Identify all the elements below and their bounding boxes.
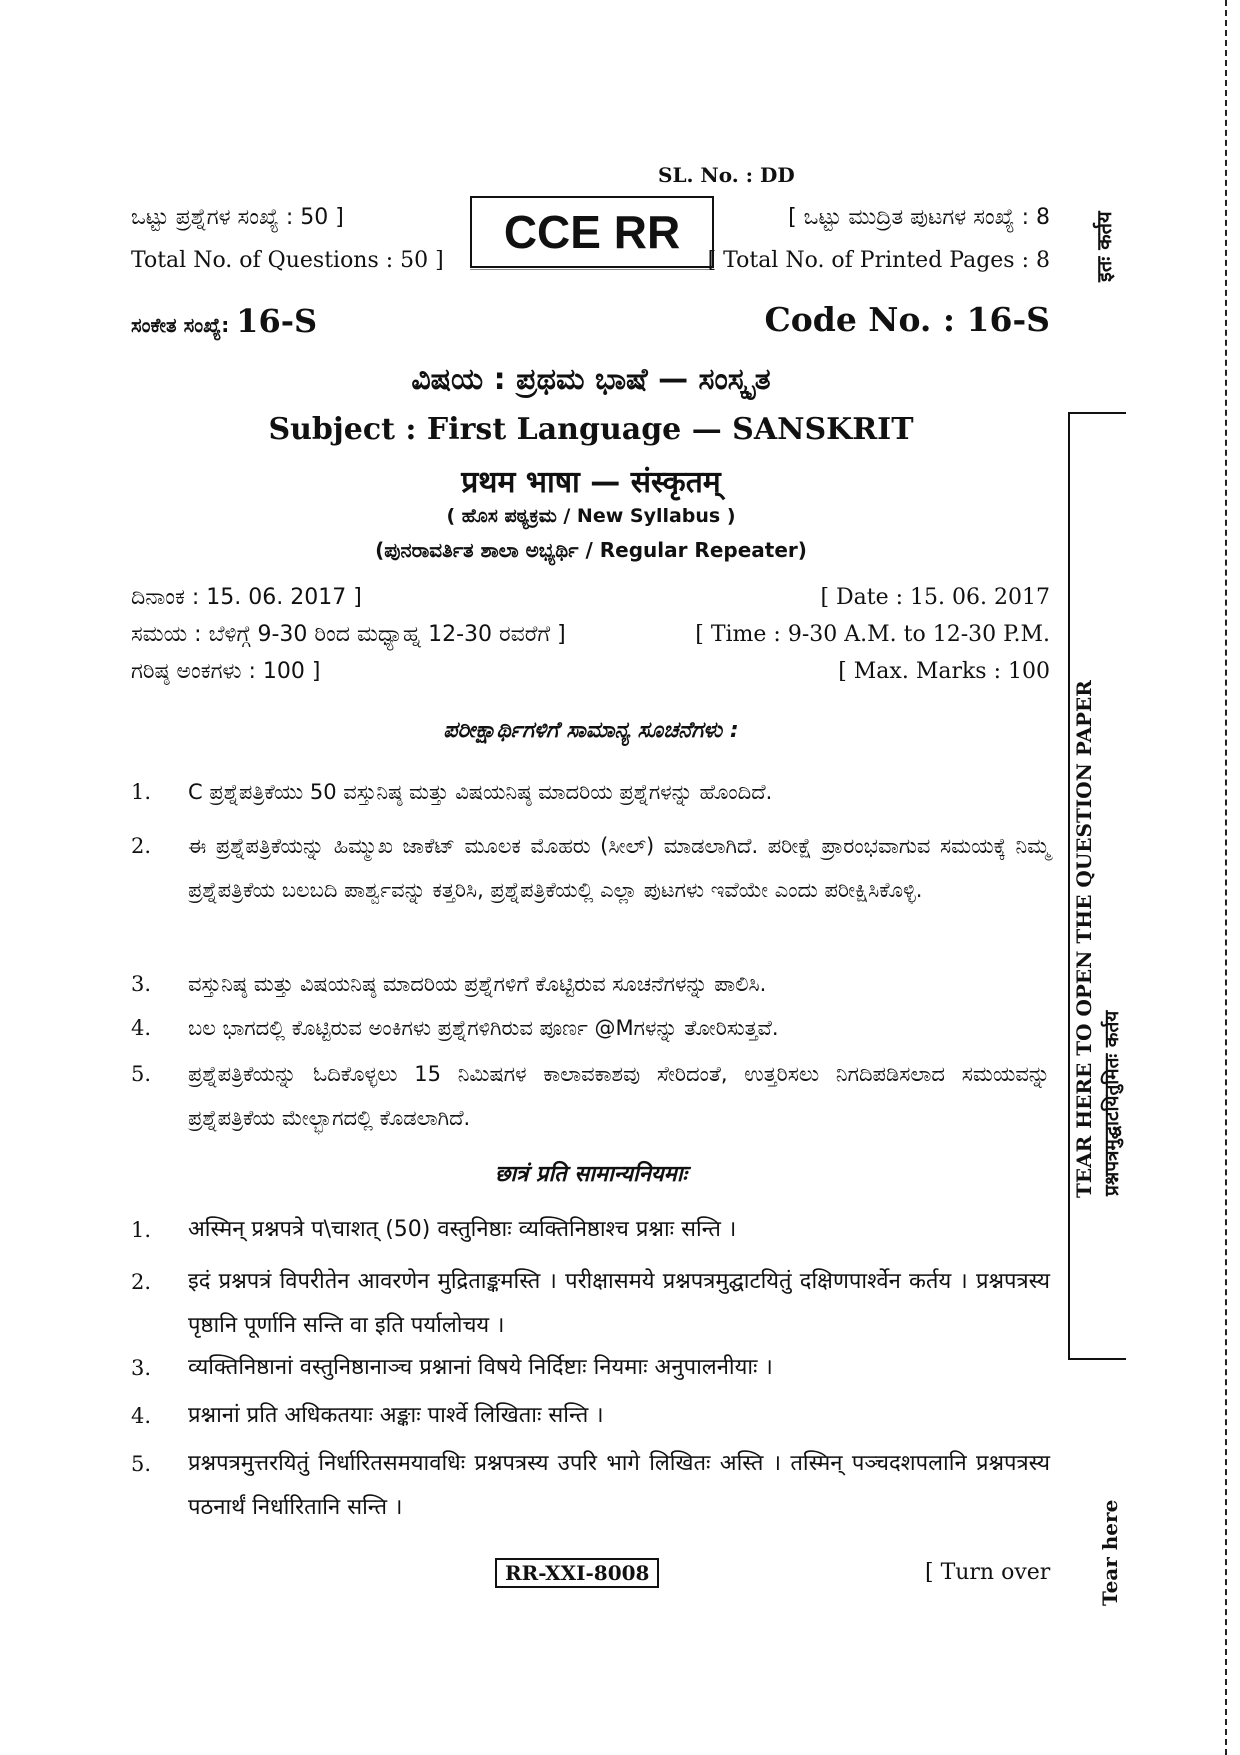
tear-instruction-sa: प्रश्नपत्रमुद्घाटयितुमितः कर्तय: [1101, 1010, 1123, 1196]
sa-item-1-number: 1.: [131, 1218, 152, 1242]
sa-item-1-text: अस्मिन् प्रश्नपत्रे प\चाशत् (50) वस्तुनिष्ठाः व्यक्तिनिष्ठाश्च प्रश्नाः सन्ति ।: [188, 1217, 737, 1242]
tear-here-label: Tear here: [1098, 1499, 1122, 1606]
candidate-type: (ಪುನರಾವರ್ತಿತ ಶಾಲಾ ಅಭ್ಯರ್ಥಿ / Regular Repeater): [375, 538, 807, 562]
kn-item-5-text: ಪ್ರಶ್ನೆಪತ್ರಿಕೆಯನ್ನು ಓದಿಕೊಳ್ಳಲು 15 ನಿಮಿಷಗಳ ಕಾಲಾವಕಾಶವು ಸೇರಿದಂತೆ, ಉತ್ತರಿಸಲು ನಿಗದಿಪಡಿಸಲಾದ ಸಮಯವನ್ನು ಪ್ರಶ್ನೆಪತ್ರಿಕೆಯ ಮೇಲ್ಭಾಗದಲ್ಲಿ ಕೊಡಲಾಗಿದೆ.: [188, 1062, 1050, 1130]
kn-item-1-text: C ಪ್ರಶ್ನೆಪತ್ರಿಕೆಯು 50 ವಸ್ತುನಿಷ್ಠ ಮತ್ತು ವಿಷಯನಿಷ್ಠ ಮಾದರಿಯ ಪ್ರಶ್ನೆಗಳನ್ನು ಹೊಂದಿದೆ.: [188, 780, 773, 804]
kn-item-1-number: 1.: [131, 780, 152, 804]
date-kn: ದಿನಾಂಕ : 15. 06. 2017 ]: [131, 585, 362, 610]
sa-item-2-text: इदं प्रश्नपत्रं विपरीतेन आवरणेन मुद्रिताङ्कमस्ति । परीक्षासमये प्रश्नपत्रमुद्घाटयितुं दक्षिणपार्श्वेन कर्तय । प्रश्नपत्रस्य पृष्ठानि पूर्णानि सन्ति वा इति पर्यालोचय ।: [188, 1269, 1050, 1338]
kn-item-4-number: 4.: [131, 1016, 152, 1040]
kn-item-3-text: ವಸ್ತುನಿಷ್ಠ ಮತ್ತು ವಿಷಯನಿಷ್ಠ ಮಾದರಿಯ ಪ್ರಶ್ನೆಗಳಿಗೆ ಕೊಟ್ಟಿರುವ ಸೂಚನೆಗಳನ್ನು ಪಾಲಿಸಿ.: [188, 972, 767, 996]
time-en: [ Time : 9-30 A.M. to 12-30 P.M.: [695, 622, 1050, 647]
sa-item-3-text: व्यक्तिनिष्ठानां वस्तुनिष्ठानाञ्च प्रश्नानां विषये निर्दिष्टाः नियमाः अनुपालनीयाः ।: [188, 1355, 773, 1380]
syllabus-label: ( ಹೊಸ ಪಠ್ಯಕ್ರಮ / New Syllabus ): [446, 505, 736, 527]
reference-code: RR-XXI-8008: [495, 1558, 659, 1588]
printed-pages-kn: [ ಒಟ್ಟು ಮುದ್ರಿತ ಪುಟಗಳ ಸಂಖ್ಯೆ : 8: [788, 205, 1050, 230]
kn-item-3-number: 3.: [131, 972, 152, 996]
printed-pages-en: [ Total No. of Printed Pages : 8: [707, 248, 1050, 273]
tear-dashed-line: [1225, 0, 1227, 1755]
sa-item-2-number: 2.: [131, 1270, 152, 1294]
marks-kn: ಗರಿಷ್ಠ ಅಂಕಗಳು : 100 ]: [131, 659, 321, 684]
serial-number: SL. No. : DD: [658, 163, 795, 187]
code-number-en: Code No. : 16-S: [764, 300, 1050, 339]
total-questions-en: Total No. of Questions : 50 ]: [131, 248, 444, 273]
sa-item-3-number: 3.: [131, 1356, 152, 1380]
code-kn-label: ಸಂಕೇತ ಸಂಖ್ಯೆ:: [131, 313, 237, 337]
sa-item-4-text: प्रश्नानां प्रति अधिकतयाः अङ्काः पार्श्वे लिखिताः सन्ति ।: [188, 1403, 604, 1428]
time-kn: ಸಮಯ : ಬೆಳಿಗ್ಗೆ 9-30 ರಿಂದ ಮಧ್ಯಾಹ್ನ 12-30 ರವರೆಗೆ ]: [131, 622, 566, 647]
kn-item-4-text: ಬಲ ಭಾಗದಲ್ಲಿ ಕೊಟ್ಟಿರುವ ಅಂಕಿಗಳು ಪ್ರಶ್ನೆಗಳಿಗಿರುವ ಪೂರ್ಣ @Mಗಳನ್ನು ತೋರಿಸುತ್ತವೆ.: [188, 1016, 779, 1040]
instructions-kannada-heading: ಪರೀಕ್ಷಾರ್ಥಿಗಳಿಗೆ ಸಾಮಾನ್ಯ ಸೂಚನೆಗಳು :: [443, 718, 739, 743]
code-number-kn: [131, 302, 317, 340]
marks-en: [ Max. Marks : 100: [838, 659, 1050, 684]
tear-instruction-en: TEAR HERE TO OPEN THE QUESTION PAPER: [1072, 680, 1096, 1198]
sa-item-5-number: 5.: [131, 1452, 152, 1476]
margin-top-sanskrit: इतः कर्तय: [1092, 211, 1116, 282]
total-questions-kn: ಒಟ್ಟು ಪ್ರಶ್ನೆಗಳ ಸಂಖ್ಯೆ : 50 ]: [131, 205, 344, 230]
subject-sanskrit: प्रथम भाषा — संस्कृतम्: [461, 465, 721, 500]
subject-kannada: ವಿಷಯ : ಪ್ರಥಮ ಭಾಷೆ — ಸಂಸ್ಕೃತ: [411, 362, 771, 397]
code-kn-value: 16-S: [236, 302, 318, 340]
turn-over-label: [ Turn over: [925, 1560, 1051, 1585]
sa-item-5-text: प्रश्नपत्रमुत्तरयितुं निर्धारितसमयावधिः प्रश्नपत्रस्य उपरि भागे लिखितः अस्ति । तस्मिन् पञ्चदशपलानि प्रश्नपत्रस्य पठनार्थं निर्धारितानि सन्ति ।: [188, 1451, 1050, 1520]
instructions-sanskrit-heading: छात्रं प्रति सामान्यनियमाः: [495, 1162, 687, 1187]
badge-underline: [470, 269, 714, 270]
kn-item-2-text: ಈ ಪ್ರಶ್ನೆಪತ್ರಿಕೆಯನ್ನು ಹಿಮ್ಮುಖ ಜಾಕೆಟ್ ಮೂಲಕ ಮೊಹರು (ಸೀಲ್) ಮಾಡಲಾಗಿದೆ. ಪರೀಕ್ಷೆ ಪ್ರಾರಂಭವಾಗುವ ಸಮಯಕ್ಕೆ ನಿಮ್ಮ ಪ್ರಶ್ನೆಪತ್ರಿಕೆಯ ಬಲಬದಿ ಪಾರ್ಶ್ವವನ್ನು ಕತ್ತರಿಸಿ, ಪ್ರಶ್ನೆಪತ್ರಿಕೆಯಲ್ಲಿ ಎಲ್ಲಾ ಪುಟಗಳು ಇವೆಯೇ ಎಂದು ಪರೀಕ್ಷಿಸಿಕೊಳ್ಳಿ.: [188, 834, 1050, 902]
subject-english: Subject : First Language — SANSKRIT: [268, 412, 914, 447]
sa-item-4-number: 4.: [131, 1404, 152, 1428]
kn-item-5-number: 5.: [131, 1062, 152, 1086]
kn-item-2-number: 2.: [131, 834, 152, 858]
date-en: [ Date : 15. 06. 2017: [820, 585, 1050, 610]
exam-badge: CCE RR: [470, 196, 714, 268]
